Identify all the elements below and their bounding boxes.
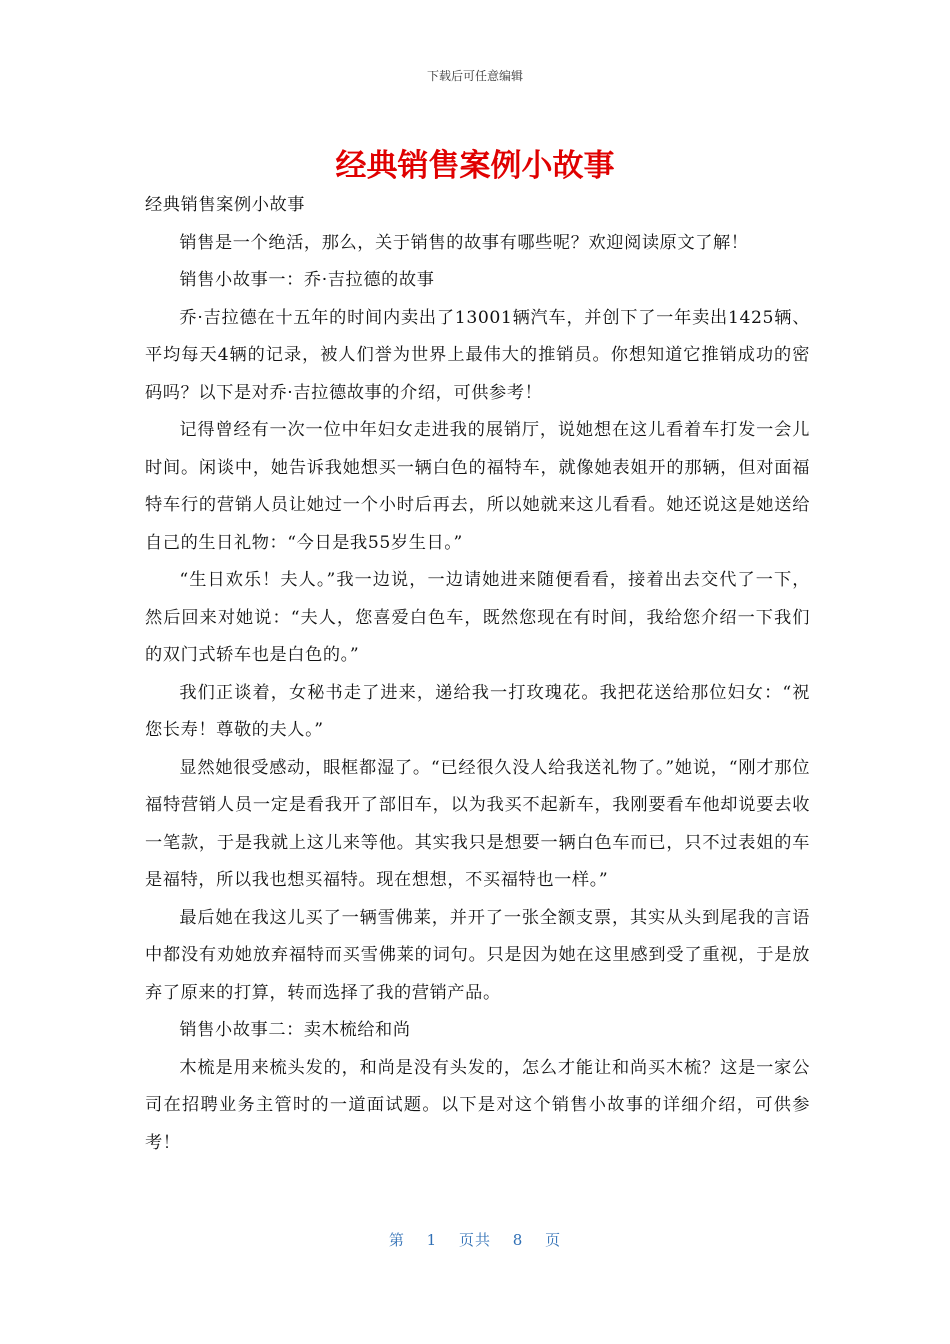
document-body: [145, 187, 810, 1162]
paragraph-subtitle: 经典销售案例小故事: [145, 195, 306, 215]
paragraph: 最后她在我这儿买了一辆雪佛莱，并开了一张全额支票，其实从头到尾我的言语中都没有劝她放弃福特而买雪佛莱的词句。只是因为她在这里感到受了重视，于是放弃了原来的打算，转而选择了我的营销产品。: [145, 907, 810, 1003]
paragraph: 木梳是用来梳头发的，和尚是没有头发的，怎么才能让和尚买木梳？这是一家公司在招聘业务主管时的一道面试题。以下是对这个销售小故事的详细介绍，可供参考！: [145, 1057, 810, 1153]
paragraph: 记得曾经有一次一位中年妇女走进我的展销厅，说她想在这儿看着车打发一会儿时间。闲谈中，她告诉我她想买一辆白色的福特车，就像她表姐开的那辆，但对面福特车行的营销人员让她过一个小时后再去，所以她就来这儿看看。她还说这是她送给自己的生日礼物：“今日是我55岁生日。”: [145, 420, 810, 553]
document-title: 经典销售案例小故事: [335, 148, 615, 184]
page-number-footer: 第 1 页共 8 页: [388, 1231, 562, 1249]
paragraph: “生日欢乐！夫人。”我一边说，一边请她进来随便看看，接着出去交代了一下，然后回来对她说：“夫人，您喜爱白色车，既然您现在有时间，我给您介绍一下我们的双门式轿车也是白色的。”: [145, 570, 810, 665]
paragraph: 显然她很受感动，眼框都湿了。“已经很久没人给我送礼物了。”她说，“刚才那位福特营销人员一定是看我开了部旧车，以为我买不起新车，我刚要看车他却说要去收一笔款，于是我就上这儿来等他。其实我只是想要一辆白色车而已，只不过表姐的车是福特，所以我也想买福特。现在想想，不买福特也一样。”: [145, 757, 810, 890]
paragraph: 我们正谈着，女秘书走了进来，递给我一打玫瑰花。我把花送给那位妇女：“祝您长寿！尊敬的夫人。”: [145, 682, 810, 740]
paragraph-intro: 销售是一个绝活，那么，关于销售的故事有哪些呢？欢迎阅读原文了解！: [179, 232, 749, 253]
section-heading-story-one: 销售小故事一：乔·吉拉德的故事: [179, 270, 435, 290]
section-heading-story-two: 销售小故事二：卖木梳给和尚: [179, 1020, 411, 1040]
paragraph: 乔·吉拉德在十五年的时间内卖出了13001辆汽车，并创下了一年卖出1425辆、平均每天4辆的记录，被人们誉为世界上最伟大的推销员。你想知道它推销成功的密码吗？以下是对乔·吉拉德故事的介绍，可供参考！: [145, 307, 810, 403]
header-note: 下载后可任意编辑: [426, 69, 523, 83]
